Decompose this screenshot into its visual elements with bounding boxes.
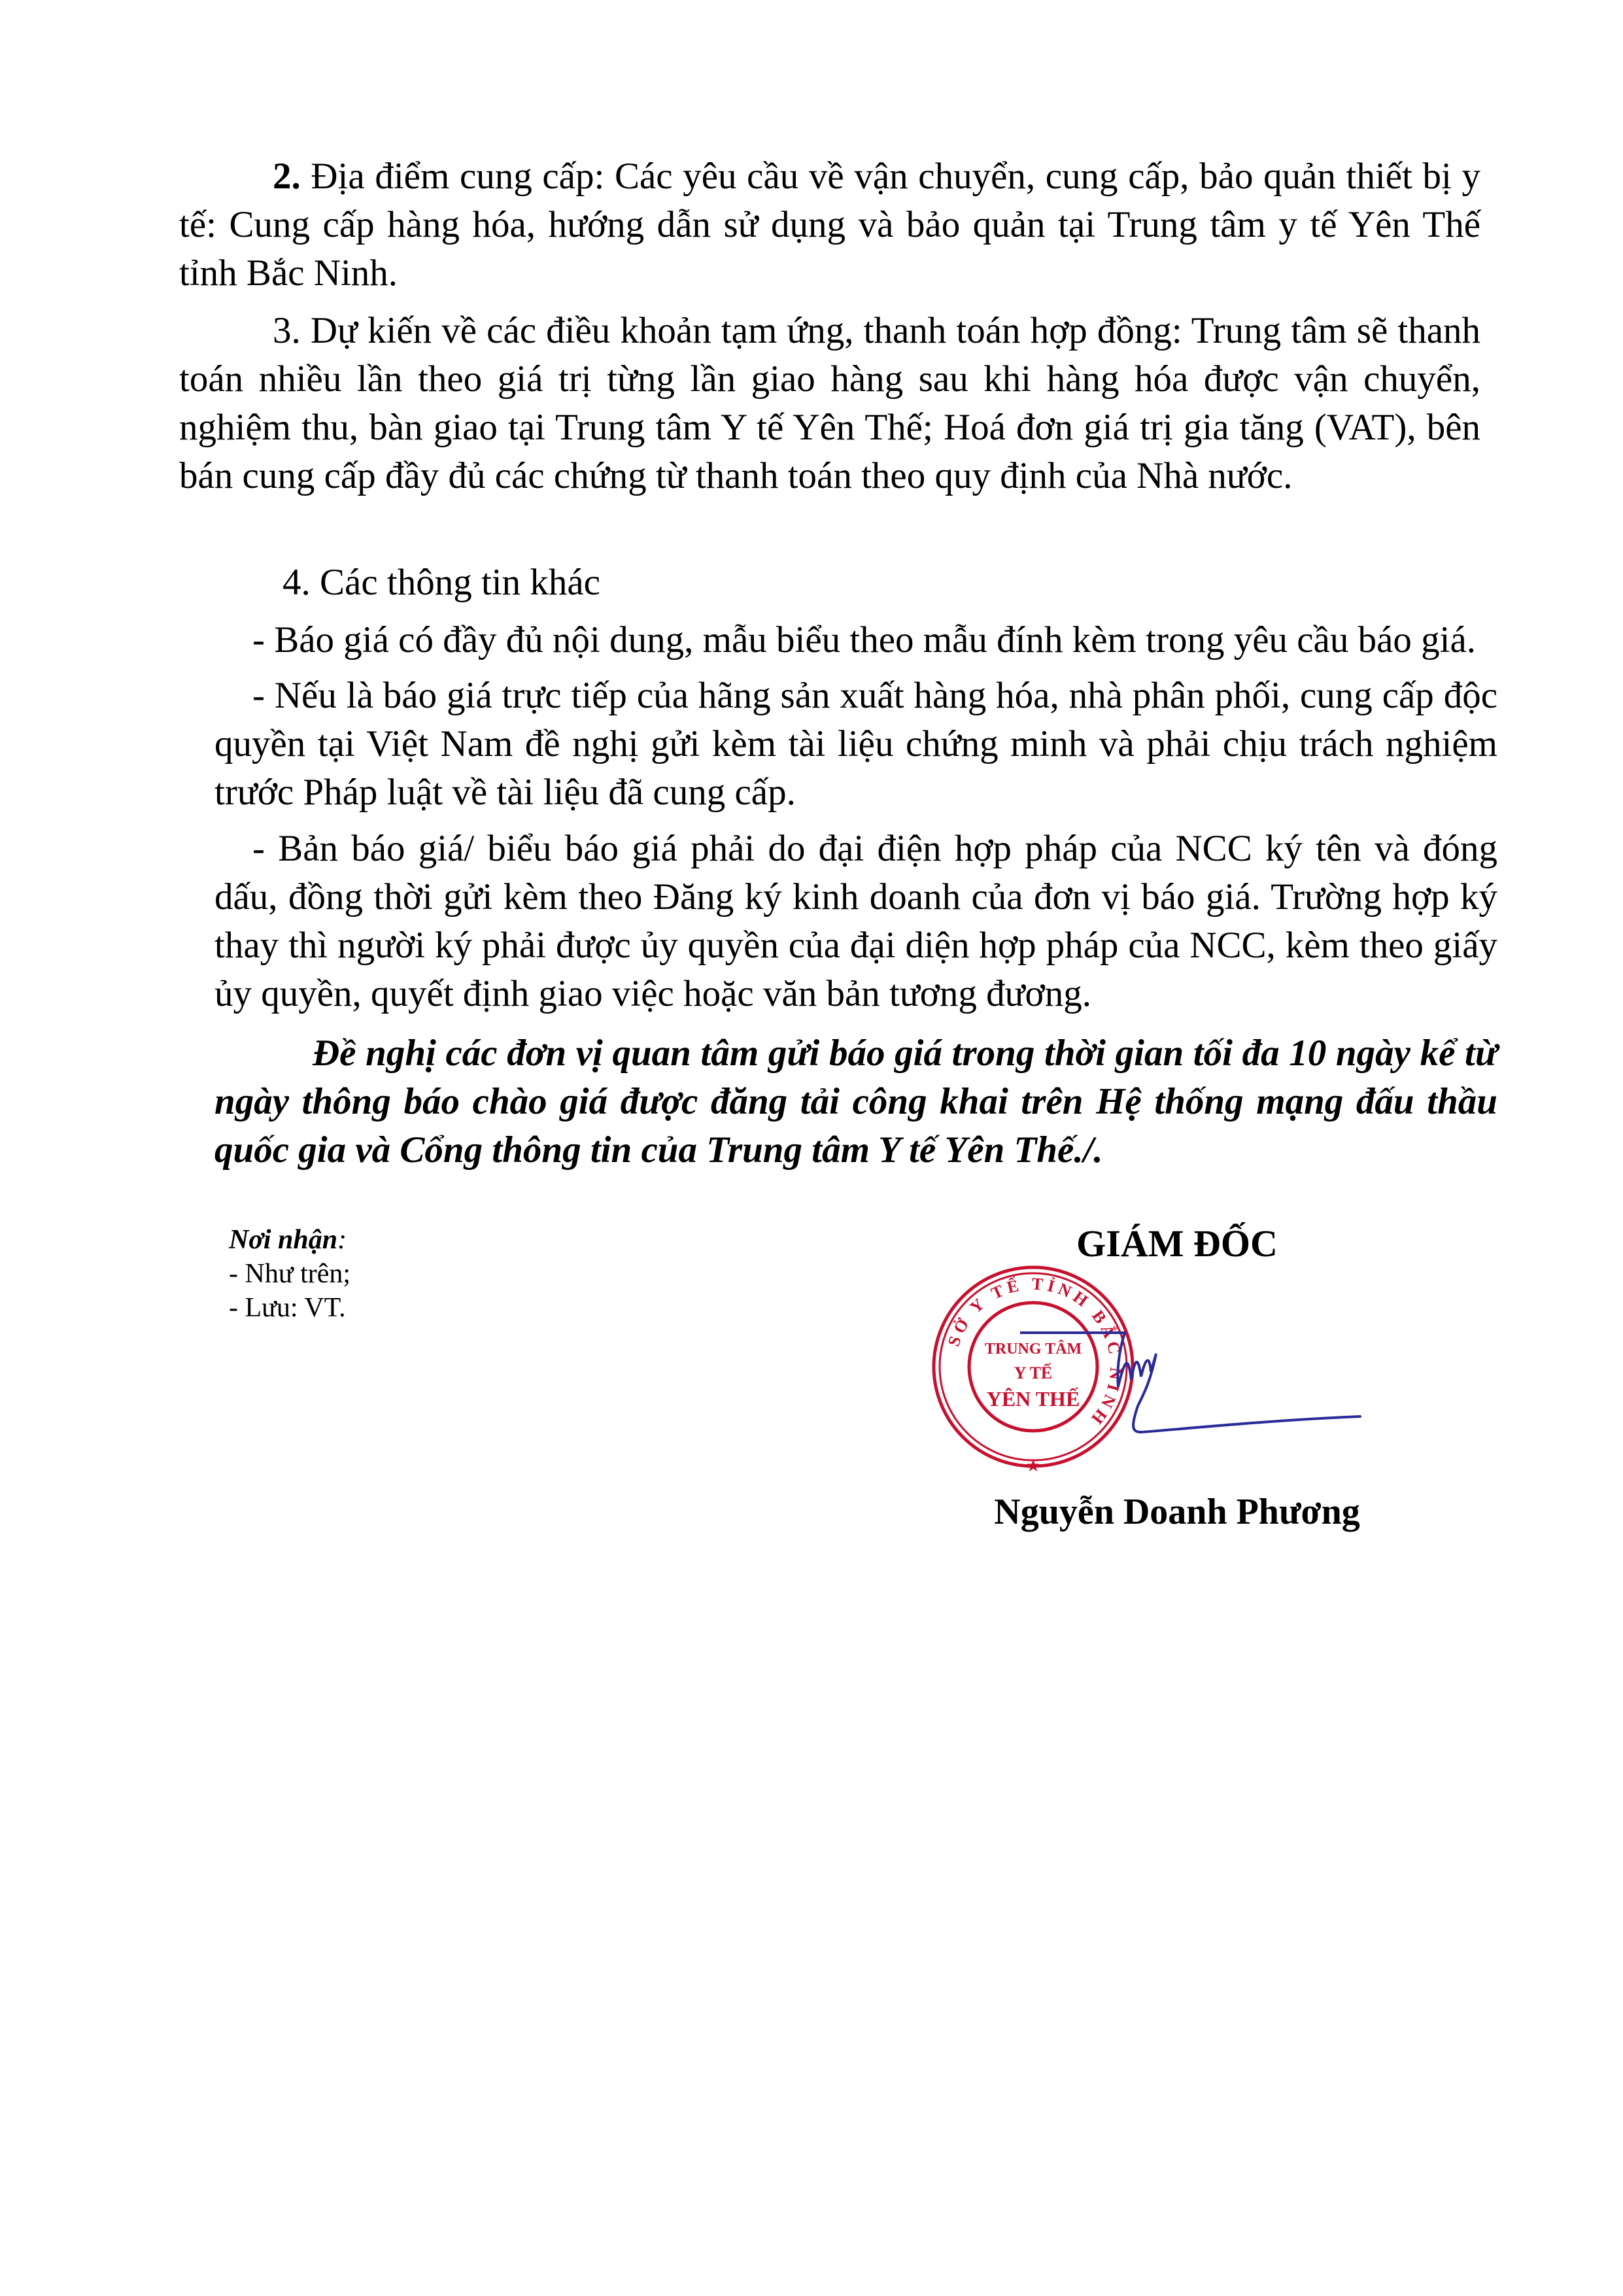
bullet-1: - Báo giá có đầy đủ nội dung, mẫu biểu theo mẫu đính kèm trong yêu cầu báo giá. <box>252 619 1477 660</box>
section-2-text: Địa điểm cung cấp: Các yêu cầu về vận chuyển, cung cấp, bảo quản thiết bị y tế: Cung cấp hàng hóa, hướng dẫn sử dụng và bảo quản tại Trung tâm y tế Yên Thế tỉnh Bắc Ninh. <box>179 156 1480 294</box>
bullet-3: - Bản báo giá/ biểu báo giá phải do đại điện hợp pháp của NCC ký tên và đóng dấu, đồng thời gửi kèm theo Đăng ký kinh doanh của đơn vị báo giá. Trường hợp ký thay thì người ký phải được ủy quyền của đại diện hợp pháp của NCC, kèm theo giấy ủy quyền, quyết định giao việc hoặc văn bản tương đương. <box>214 828 1497 1014</box>
stamp-line-2: Y TẾ <box>1014 1363 1053 1382</box>
section-2-number: 2. <box>273 156 301 197</box>
svg-text:SỞ Y TẾ TỈNH BẮC NINH: SỞ Y TẾ TỈNH BẮC NINH <box>944 1274 1126 1431</box>
recipient-item: - Như trên; <box>229 1259 351 1289</box>
handwritten-signature <box>1020 1295 1373 1452</box>
recipients-colon: : <box>337 1225 347 1255</box>
recipients-title: Nơi nhận <box>229 1225 338 1255</box>
section-3: 3. Dự kiến về các điều khoản tạm ứng, thanh toán hợp đồng: Trung tâm sẽ thanh toán nhiều lần theo giá trị từng lần giao hàng sau khi hàng hóa được vận chuyển, nghiệm thu, bàn giao tại Trung tâm Y tế Yên Thế; Hoá đơn giá trị gia tăng (VAT), bên bán cung cấp đầy đủ các chứng từ thanh toán theo quy định của Nhà nước. <box>179 310 1480 496</box>
stamp-line-1: TRUNG TÂM <box>984 1341 1082 1358</box>
section-2 <box>179 152 1480 298</box>
signer-name: Nguyễn Doanh Phương <box>994 1492 1360 1532</box>
stamp-line-3: YÊN THẾ <box>986 1387 1080 1411</box>
bullet-2: - Nếu là báo giá trực tiếp của hãng sản xuất hàng hóa, nhà phân phối, cung cấp độc quyền tại Việt Nam đề nghị gửi kèm tài liệu chứng minh và phải chịu trách nghiệm trước Pháp luật về tài liệu đã cung cấp. <box>214 675 1497 813</box>
recipients <box>229 1223 350 1325</box>
section-4-heading: 4. Các thông tin khác <box>282 562 600 603</box>
recipient-item: - Lưu: VT. <box>229 1293 346 1323</box>
svg-text:★: ★ <box>1025 1456 1041 1475</box>
signer-title: GIÁM ĐỐC <box>1076 1222 1278 1265</box>
closing-request: Đề nghị các đơn vị quan tâm gửi báo giá trong thời gian tối đa 10 ngày kể từ ngày thông báo chào giá được đăng tải công khai trên Hệ thống mạng đấu thầu quốc gia và Cổng thông tin của Trung tâm Y tế Yên Thế./. <box>214 1033 1497 1171</box>
